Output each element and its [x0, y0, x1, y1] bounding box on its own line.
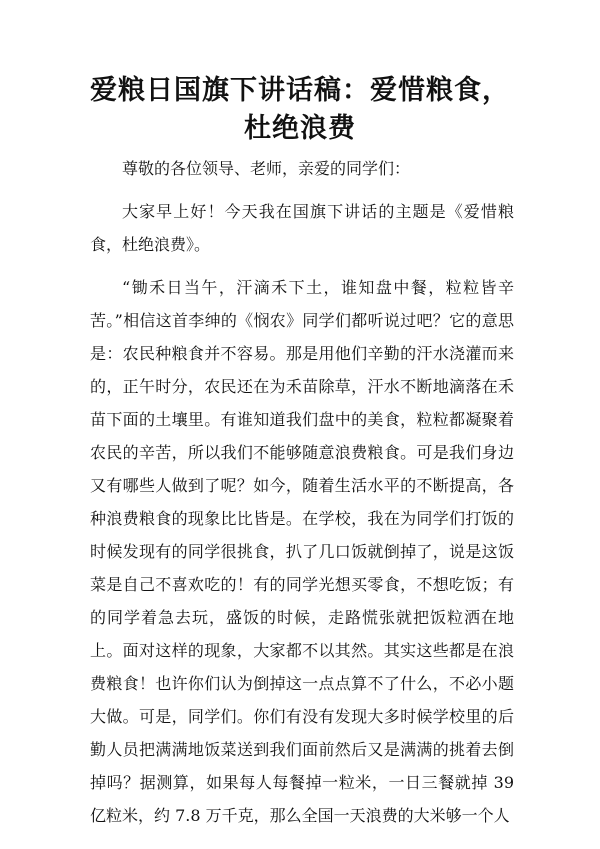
main-paragraph: “锄禾日当午，汗滴禾下土，谁知盘中餐，粒粒皆辛苦。”相信这首李绅的《悯农》同学们都听说过吧？它的意思是：农民种粮食并不容易。那是用他们辛勤的汗水浇灌而来的，正午时分，农民还在为禾苗除草，汗水不断地滴落在禾苗下面的土壤里。有谁知道我们盘中的美食，粒粒都凝聚着农民的辛苦，所以我们不能够随意浪费粮食。可是我们身边又有哪些人做到了呢？如今，随着生活水平的不断提高，各种浪费粮食的现象比比皆是。在学校，我在为同学们打饭的时候发现有的同学很挑食，扒了几口饭就倒掉了，说是这饭菜是自己不喜欢吃的！有的同学光想买零食，不想吃饭；有的同学着急去玩，盛饭的时候，走路慌张就把饭粒洒在地上。面对这样的现象，大家都不以其然。其实这些都是在浪费粮食！也许你们认为倒掉这一点点算不了什么，不必小题大做。可是，同学们。你们有没有发现大多时候学校里的后勤人员把满满地饭菜送到我们面前然后又是满满的挑着去倒掉吗？据测算，如果每人每餐掉一粒米，一日三餐就掉 39 亿粒米，约 7.8 万千克，那么全国一天浪费的大米够一个人: [90, 278, 514, 825]
greeting-paragraph: 大家早上好！今天我在国旗下讲话的主题是《爱惜粮食，杜绝浪费》。: [90, 202, 514, 254]
document-title: 爱粮日国旗下讲话稿：爱惜粮食，杜绝浪费: [90, 75, 510, 144]
document-body: [90, 152, 514, 842]
salutation-paragraph: 尊敬的各位领导、老师，亲爱的同学们：: [122, 159, 411, 178]
